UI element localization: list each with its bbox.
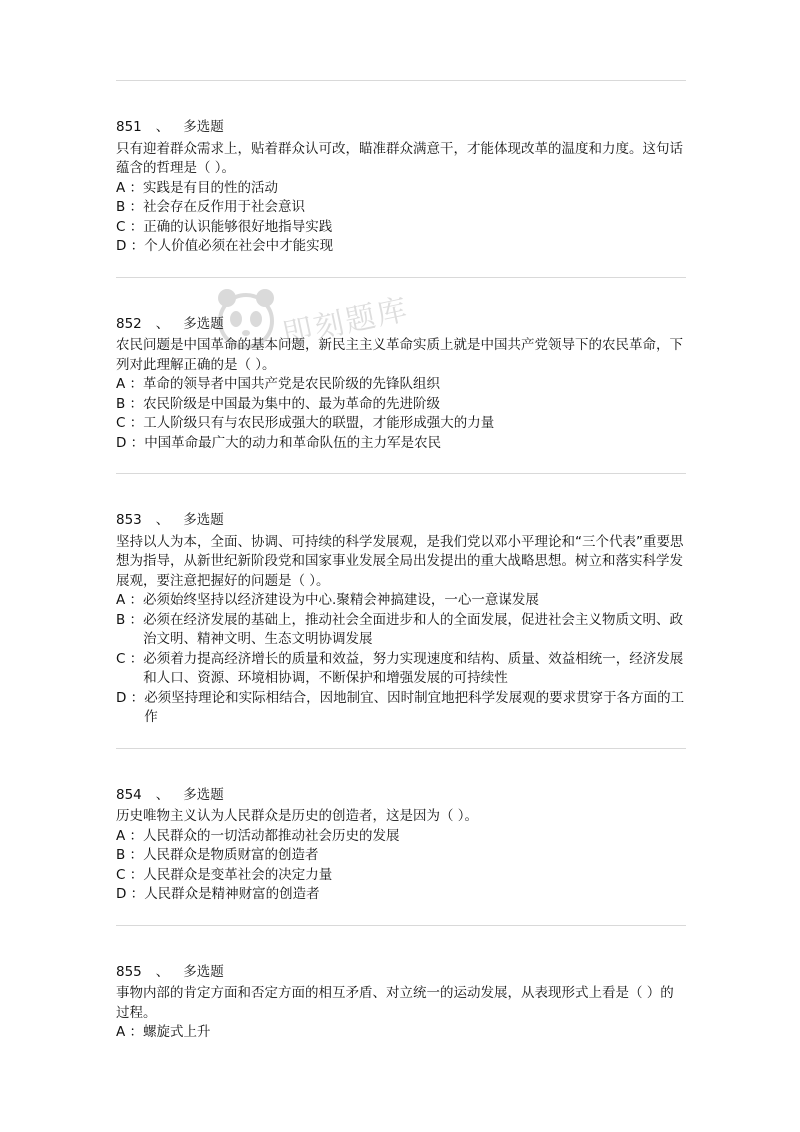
option-a: [116, 827, 686, 847]
option-a: [116, 1023, 686, 1043]
question-stem: 历史唯物主义认为人民群众是历史的创造者，这是因为（ ）。: [116, 808, 479, 824]
question-number: 855: [116, 963, 142, 980]
option-letter: D ：: [116, 238, 145, 254]
option-text: 螺旋式上升: [143, 1024, 211, 1040]
option-letter: C ：: [116, 218, 144, 235]
option-letter: A ：: [116, 592, 144, 608]
question-type: 多选题: [183, 315, 224, 332]
question-852: [116, 315, 686, 454]
question-type: 多选题: [183, 119, 224, 135]
divider: [116, 473, 686, 474]
question-851: [116, 118, 686, 257]
option-letter: A ：: [116, 827, 144, 844]
option-text: 工人阶级只有与农民形成强大的联盟，才能形成强大的力量: [143, 415, 495, 431]
option-b: [116, 611, 686, 650]
question-number: 852: [116, 315, 142, 332]
option-text: 人民群众是变革社会的决定力量: [143, 866, 333, 883]
option-letter: C ：: [116, 415, 144, 431]
option-c: [116, 650, 686, 689]
question-separator: 、: [155, 963, 170, 980]
option-letter: D ：: [116, 434, 145, 451]
question-number: 854: [116, 786, 142, 803]
option-letter: B ：: [116, 611, 144, 628]
question-header: [116, 786, 686, 806]
divider: [116, 748, 686, 749]
option-text: 社会存在反作用于社会意识: [143, 199, 306, 215]
option-text: 中国革命最广大的动力和革命队伍的主力军是农民: [144, 434, 442, 451]
divider: [116, 80, 686, 81]
option-letter: A ：: [116, 1024, 144, 1040]
option-text: 必须在经济发展的基础上，推动社会全面进步和人的全面发展，促进社会主义物质文明、政治文明、精神文明、生态文明协调发展: [143, 611, 684, 647]
question-stem: 事物内部的肯定方面和否定方面的相互矛盾、对立统一的运动发展，从表现形式上看是（ ）的过程。: [116, 985, 674, 1021]
option-b: [116, 395, 686, 415]
document-page: [116, 0, 686, 1043]
question-type: 多选题: [183, 963, 224, 980]
option-text: 农民阶级是中国最为集中的、最为革命的先进阶级: [143, 395, 441, 412]
option-letter: A ：: [116, 376, 144, 392]
question-854: [116, 786, 686, 905]
option-a: [116, 591, 686, 611]
option-letter: D ：: [116, 689, 145, 706]
question-855: [116, 963, 686, 1043]
option-c: [116, 414, 686, 434]
option-text: 必须着力提高经济增长的质量和效益，努力实现速度和结构、质量、效益相统一，经济发展和人口、资源、环境相协调，不断保护和增强发展的可持续性: [143, 650, 684, 686]
option-c: [116, 218, 686, 238]
option-letter: B ：: [116, 395, 144, 412]
option-text: 正确的认识能够很好地指导实践: [143, 218, 333, 235]
option-text: 革命的领导者中国共产党是农民阶级的先锋队组织: [143, 376, 441, 392]
option-letter: B ：: [116, 199, 144, 215]
option-a: [116, 375, 686, 395]
question-853: [116, 511, 686, 728]
option-d: [116, 885, 686, 905]
question-header: [116, 511, 686, 531]
option-letter: C ：: [116, 866, 144, 883]
option-text: 必须始终坚持以经济建设为中心.聚精会神搞建设，一心一意谋发展: [143, 592, 539, 608]
question-number: 853: [116, 512, 142, 528]
option-a: [116, 179, 686, 199]
question-type: 多选题: [183, 786, 224, 803]
question-stem: 坚持以人为本，全面、协调、可持续的科学发展观，是我们党以邓小平理论和“三个代表”重要思想为指导，从新世纪新阶段党和国家事业发展全局出发提出的重大战略思想。树立和落实科学发展观，要注意把握好的问题是（ ）。: [116, 533, 684, 589]
option-d: [116, 689, 686, 728]
option-d: [116, 434, 686, 454]
question-type: 多选题: [183, 512, 224, 528]
option-d: [116, 237, 686, 257]
option-letter: D ：: [116, 886, 145, 902]
watermark-text: 即刻题库: [279, 291, 412, 353]
option-text: 必须坚持理论和实际相结合，因地制宜、因时制宜地把科学发展观的要求贯穿于各方面的工作: [144, 689, 685, 725]
option-letter: C ：: [116, 650, 144, 667]
question-header: [116, 118, 686, 138]
divider: [116, 277, 686, 278]
option-text: 人民群众是物质财富的创造者: [143, 847, 319, 863]
question-stem: 只有迎着群众需求上，贴着群众认可改，瞄准群众满意干，才能体现改革的温度和力度。这句话蕴含的哲理是（ ）。: [116, 140, 683, 176]
option-letter: A ：: [116, 179, 144, 196]
question-header: [116, 315, 686, 335]
option-letter: B ：: [116, 847, 144, 863]
option-text: 实践是有目的性的活动: [143, 179, 279, 196]
option-text: 人民群众是精神财富的创造者: [144, 886, 320, 902]
question-separator: 、: [155, 512, 170, 528]
option-text: 个人价值必须在社会中才能实现: [144, 238, 334, 254]
option-text: 人民群众的一切活动都推动社会历史的发展: [143, 827, 400, 844]
question-stem: 农民问题是中国革命的基本问题，新民主主义革命实质上就是中国共产党领导下的农民革命，下列对此理解正确的是（ ）。: [116, 337, 683, 373]
divider: [116, 925, 686, 926]
question-header: [116, 963, 686, 983]
option-b: [116, 846, 686, 866]
option-c: [116, 866, 686, 886]
question-separator: 、: [155, 119, 170, 135]
question-separator: 、: [155, 786, 170, 803]
option-b: [116, 198, 686, 218]
question-separator: 、: [155, 315, 170, 332]
question-number: 851: [116, 119, 142, 135]
